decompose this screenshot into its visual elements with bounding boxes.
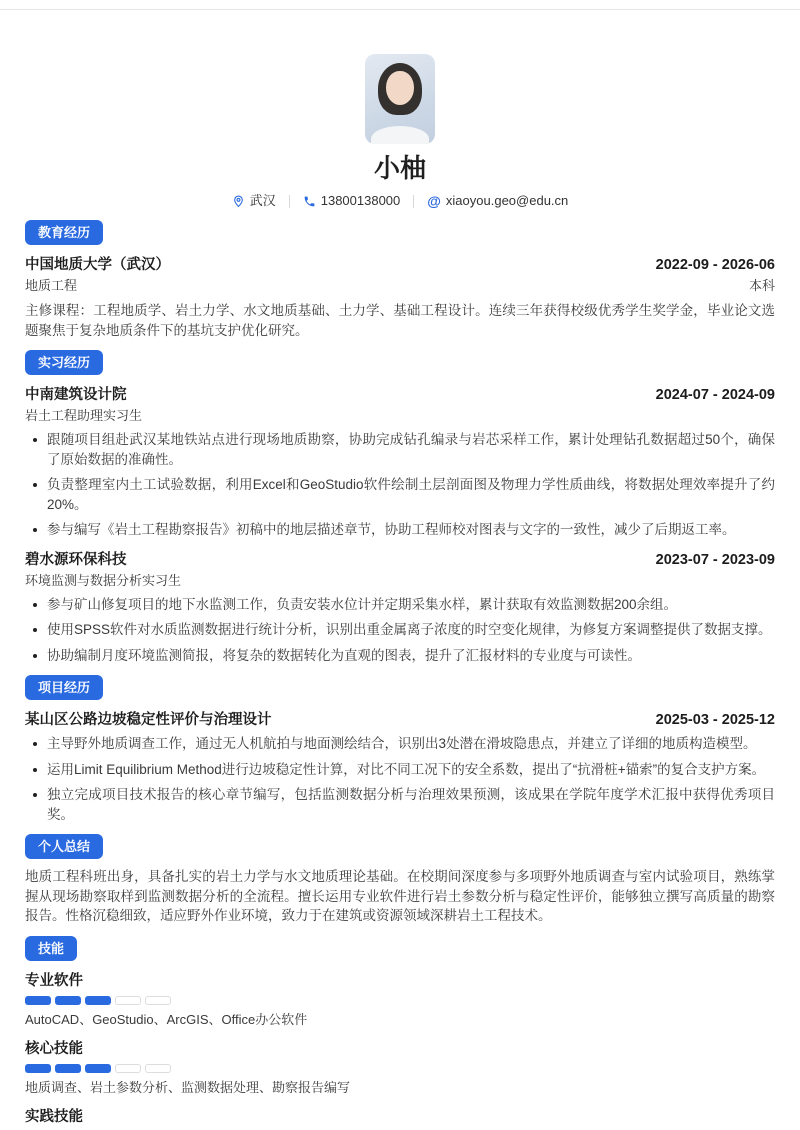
section-badge-projects: 项目经历 <box>25 675 103 700</box>
summary-section <box>25 834 775 926</box>
skill-level-segment <box>115 996 141 1005</box>
bullet-item: 运用Limit Equilibrium Method进行边坡稳定性计算，对比不同工况下的安全系数，提出了“抗滑桩+锚索”的复合支护方案。 <box>25 760 775 780</box>
phone-text: 13800138000 <box>320 193 401 208</box>
skill-detail: 地质调查、岩土参数分析、监测数据处理、勘察报告编写 <box>25 1079 351 1095</box>
project-dates: 2025-03 - 2025-12 <box>655 712 775 728</box>
phone-icon <box>303 195 316 208</box>
role-name: 环境监测与数据分析实习生 <box>25 572 182 588</box>
school-name: 中国地质大学（武汉） <box>25 257 170 273</box>
email-item <box>427 192 568 210</box>
skill-level-segment <box>25 1064 51 1073</box>
map-pin-icon <box>232 195 245 208</box>
internship-bullet-list <box>25 595 775 666</box>
phone-item <box>303 192 401 210</box>
skill-name: 专业软件 <box>25 972 83 989</box>
bullet-item: 参与矿山修复项目的地下水监测工作，负责安装水位计并定期采集水样，累计获取有效监测数据200余组。 <box>25 595 775 615</box>
internship-entry-head <box>25 551 775 569</box>
bullet-item: 跟随项目组赴武汉某地铁站点进行现场地质勘察，协助完成钻孔编录与岩芯采样工作，累计处理钻孔数据超过50个，确保了原始数据的准确性。 <box>25 430 775 469</box>
skill-detail: AutoCAD、GeoStudio、ArcGIS、Office办公软件 <box>25 1011 308 1027</box>
avatar-face <box>386 71 414 105</box>
degree-name: 本科 <box>748 278 775 293</box>
bullet-item: 协助编制月度环境监测简报，将复杂的数据转化为直观的图表，提升了汇报材料的专业度与可读性。 <box>25 646 775 666</box>
avatar-shoulders <box>371 126 429 144</box>
skill-level-bar <box>25 1064 775 1073</box>
internship-section <box>25 350 775 665</box>
at-icon: @ <box>427 192 441 209</box>
summary-text: 地质工程科班出身，具备扎实的岩土力学与水文地质理论基础。在校期间深度参与多项野外地质调查与室内试验项目，熟练掌握从现场勘察取样到监测数据分析的全流程。擅长运用专业软件进行岩土参数分析与稳定性评价，能够独立撰写高质量的勘察报告。性格沉稳细致，适应野外作业环境，致力于在建筑或资源领域深耕岩土工程技术。 <box>25 869 775 923</box>
skill-level-segment <box>25 996 51 1005</box>
education-description: 主修课程：工程地质学、岩土力学、水文地质基础、土力学、基础工程设计。连续三年获得校级优秀学生奖学金，毕业论文选题聚焦于复杂地质条件下的基坑支护优化研究。 <box>25 303 775 338</box>
education-section <box>25 220 775 340</box>
contact-divider <box>413 195 414 208</box>
skill-name: 实践技能 <box>25 1108 83 1125</box>
bullet-item: 独立完成项目技术报告的核心章节编写，包括监测数据分析与治理效果预测，该成果在学院年度学术汇报中获得优秀项目奖。 <box>25 785 775 824</box>
skill-item <box>25 1108 775 1126</box>
bullet-item: 使用SPSS软件对水质监测数据进行统计分析，识别出重金属离子浓度的时空变化规律，为修复方案调整提供了数据支撑。 <box>25 620 775 640</box>
internship-entry-sub <box>25 572 775 590</box>
section-badge-internship: 实习经历 <box>25 350 103 375</box>
email-text: xiaoyou.geo@edu.cn <box>445 193 569 208</box>
profile-photo <box>365 54 435 144</box>
skills-section <box>25 936 775 1126</box>
project-entry-head <box>25 711 775 729</box>
section-badge-summary: 个人总结 <box>25 834 103 859</box>
bullet-item: 主导野外地质调查工作，通过无人机航拍与地面测绘结合，识别出3处潜在滑坡隐患点，并建立了详细的地质构造模型。 <box>25 734 775 754</box>
company-name: 中南建筑设计院 <box>25 387 127 403</box>
bullet-item: 参与编写《岩土工程勘察报告》初稿中的地层描述章节，协助工程师校对图表与文字的一致性，减少了后期返工率。 <box>25 520 775 540</box>
candidate-name: 小柚 <box>373 153 426 183</box>
skill-level-segment <box>55 996 81 1005</box>
project-bullet-list <box>25 734 775 824</box>
project-title: 某山区公路边坡稳定性评价与治理设计 <box>25 712 272 728</box>
major-name: 地质工程 <box>25 278 78 293</box>
resume-body <box>0 220 800 1126</box>
resume-header <box>0 0 800 210</box>
location-item <box>232 192 276 210</box>
skill-name: 核心技能 <box>25 1040 83 1057</box>
contact-divider <box>289 195 290 208</box>
internship-dates: 2023-07 - 2023-09 <box>655 551 775 568</box>
location-text: 武汉 <box>249 193 276 208</box>
education-entry-sub <box>25 277 775 295</box>
skill-level-segment <box>55 1064 81 1073</box>
internship-entry <box>25 551 775 666</box>
internship-entry <box>25 386 775 540</box>
internship-dates: 2024-07 - 2024-09 <box>655 387 775 403</box>
skill-level-segment <box>145 996 171 1005</box>
education-entry-head <box>25 256 775 274</box>
section-badge-education: 教育经历 <box>25 220 103 245</box>
role-name: 岩土工程助理实习生 <box>25 408 143 423</box>
internship-entry-sub <box>25 407 775 425</box>
education-dates: 2022-09 - 2026-06 <box>655 257 775 273</box>
skill-level-segment <box>85 1064 111 1073</box>
skill-level-segment <box>145 1064 171 1073</box>
project-section <box>25 675 775 824</box>
skill-level-bar <box>25 996 775 1005</box>
skill-item <box>25 972 775 1029</box>
skill-level-segment <box>85 996 111 1005</box>
internship-entry-head <box>25 386 775 404</box>
bullet-item: 负责整理室内土工试验数据，利用Excel和GeoStudio软件绘制土层剖面图及物理力学性质曲线，将数据处理效率提升了约20%。 <box>25 475 775 514</box>
skill-level-segment <box>115 1064 141 1073</box>
contact-row <box>0 192 800 210</box>
project-entry <box>25 711 775 824</box>
skill-item <box>25 1040 775 1097</box>
company-name: 碧水源环保科技 <box>25 551 127 568</box>
internship-bullet-list <box>25 430 775 540</box>
page-top-divider <box>0 9 800 10</box>
section-badge-skills: 技能 <box>25 936 77 961</box>
